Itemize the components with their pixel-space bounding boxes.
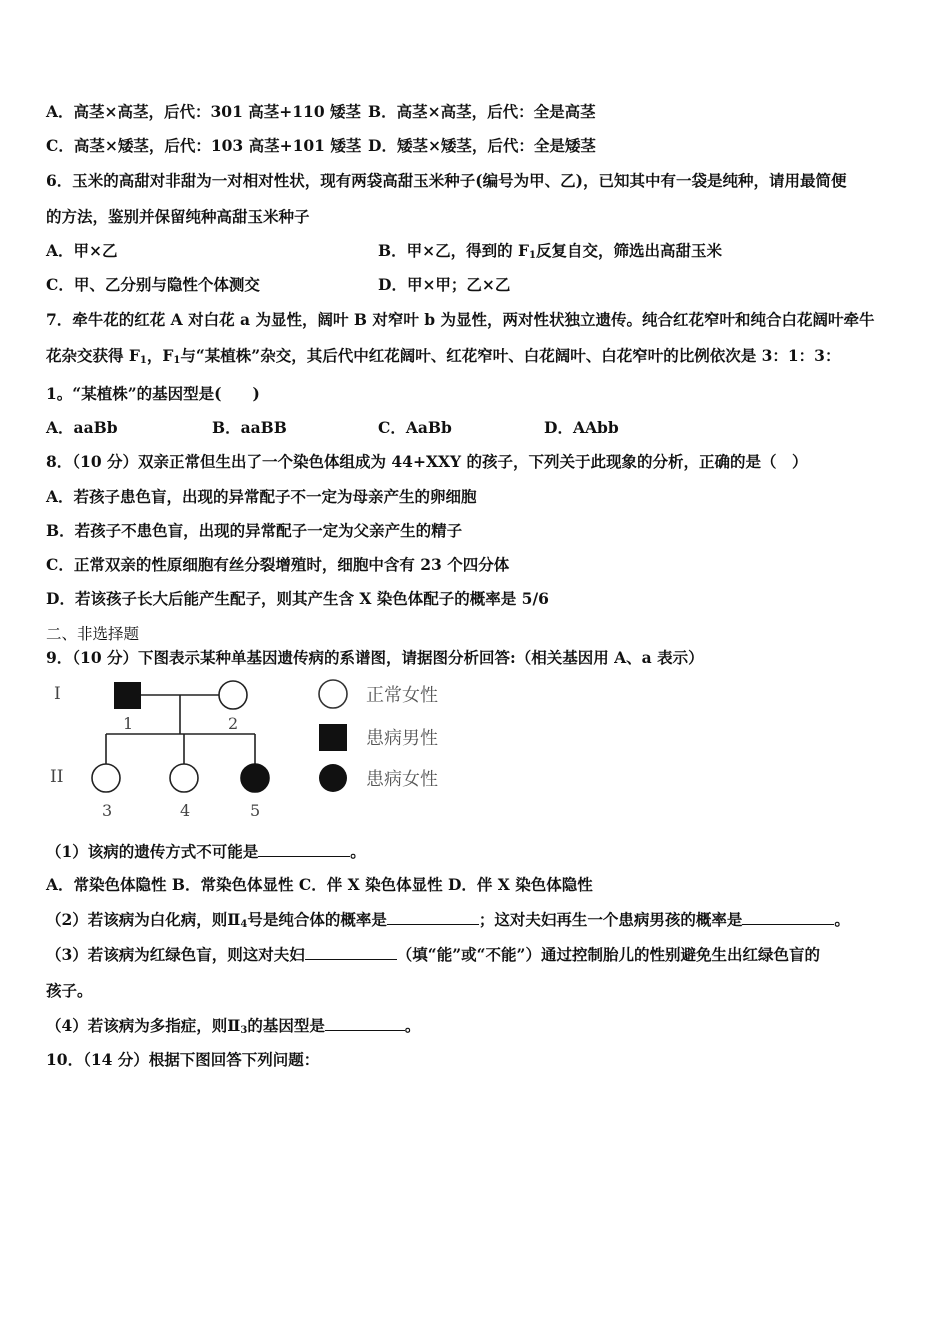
- individual-number-1: 1: [123, 714, 134, 733]
- q9-sub1-options: A．常染色体隐性 B．常染色体显性 C．伴 X 染色体显性 D．伴 X 染色体隐性: [46, 875, 593, 894]
- generation-label-2: II: [50, 767, 64, 787]
- q9-stem: 9．（10 分）下图表示某种单基因遗传病的系谱图，请据图分析回答:（相关基因用 A、a 表示）: [46, 648, 704, 667]
- q7-stem-line1: 7．牵牛花的红花 A 对白花 a 为显性，阔叶 B 对窄叶 b 为显性，两对性状独立遗传。纯合红花窄叶和纯合白花阔叶牵牛: [46, 310, 875, 329]
- section-heading: 二、非选择题: [46, 625, 140, 643]
- individual-number-5: 5: [250, 801, 261, 820]
- individual-number-4: 4: [180, 801, 191, 820]
- pedigree-chart: [44, 672, 464, 822]
- answer-blank-5[interactable]: [325, 1015, 405, 1031]
- q8-option-c: C．正常双亲的性原细胞有丝分裂增殖时，细胞中含有 23 个四分体: [46, 555, 510, 574]
- normal-female-2: [219, 681, 247, 709]
- q8-stem: 8．（10 分）双亲正常但生出了一个染色体组成为 44+XXY 的孩子，下列关于此现象的分析，正确的是（ ）: [46, 452, 808, 471]
- legend-affected-female-icon: [319, 764, 347, 792]
- q7-option-c: C．AaBb: [378, 418, 452, 437]
- q5-option-b: B．高茎×高茎，后代：全是高茎: [368, 102, 596, 121]
- q7-option-b: B．aaBB: [212, 418, 287, 437]
- q6-option-c: C．甲、乙分别与隐性个体测交: [46, 275, 260, 294]
- q6-option-b: B．甲×乙，得到的 $F_1$反复自交，筛选出高甜玉米: [378, 241, 722, 261]
- affected-male-1: [114, 682, 141, 709]
- q7-stem-line3: 1。“某植株”的基因型是( ): [46, 384, 260, 403]
- q5-option-a: A．高茎×高茎，后代：301 高茎+110 矮茎: [46, 102, 362, 121]
- q7-option-a: A．aaBb: [46, 418, 118, 437]
- q9-sub2: （2）若该病为白化病，则$Ⅱ_4$号是纯合体的概率是 ；这对夫妇再生一个患病男孩的概率是 。: [46, 910, 850, 930]
- answer-blank-1[interactable]: [258, 841, 350, 857]
- q10-stem: 10．（14 分）根据下图回答下列问题：: [46, 1050, 320, 1069]
- legend-affected-male: 患病男性: [366, 728, 438, 749]
- q5-option-c: C．高茎×矮茎，后代：103 高茎+101 矮茎: [46, 136, 362, 155]
- affected-female-5: [241, 764, 269, 792]
- q6-option-d: D．甲×甲；乙×乙: [378, 275, 511, 294]
- q9-sub3-line2: 孩子。: [46, 981, 93, 1000]
- legend-normal-female-icon: [319, 680, 347, 708]
- q9-sub4: （4）若该病为多指症，则$Ⅱ_3$的基因型是 。: [46, 1016, 421, 1036]
- q5-option-d: D．矮茎×矮茎，后代：全是矮茎: [368, 136, 596, 155]
- individual-number-3: 3: [102, 801, 113, 820]
- individual-number-2: 2: [228, 714, 239, 733]
- q6-stem-line1: 6．玉米的高甜对非甜为一对相对性状，现有两袋高甜玉米种子(编号为甲、乙)，已知其中有一袋是纯种，请用最简便: [46, 171, 847, 190]
- answer-blank-3[interactable]: [742, 909, 834, 925]
- q9-sub3-line1: （3）若该病为红绿色盲，则这对夫妇 （填“能”或“不能”）通过控制胎儿的性别避免生出红绿色盲的: [46, 945, 820, 964]
- legend-affected-male-icon: [319, 724, 347, 751]
- normal-female-4: [170, 764, 198, 792]
- legend-normal-female: 正常女性: [366, 685, 438, 706]
- answer-blank-2[interactable]: [387, 909, 479, 925]
- q8-option-d: D．若该孩子长大后能产生配子，则其产生含 X 染色体配子的概率是 5/6: [46, 589, 549, 608]
- q7-option-d: D．AAbb: [544, 418, 619, 437]
- q6-option-a: A．甲×乙: [46, 241, 118, 260]
- q9-sub1: （1）该病的遗传方式不可能是 。: [46, 842, 366, 861]
- generation-label-1: I: [54, 684, 61, 704]
- legend-affected-female: 患病女性: [366, 769, 438, 790]
- q7-stem-line2: 花杂交获得 $F_1$，$F_1$与“某植株”杂交，其后代中红花阔叶、红花窄叶、白花阔叶、白花窄叶的比例依次是 3：1：3：: [46, 346, 841, 366]
- q8-option-a: A．若孩子患色盲，出现的异常配子不一定为母亲产生的卵细胞: [46, 487, 477, 506]
- normal-female-3: [92, 764, 120, 792]
- q6-stem-line2: 的方法，鉴别并保留纯种高甜玉米种子: [46, 207, 310, 226]
- q8-option-b: B．若孩子不患色盲，出现的异常配子一定为父亲产生的精子: [46, 521, 463, 540]
- answer-blank-4[interactable]: [305, 944, 397, 960]
